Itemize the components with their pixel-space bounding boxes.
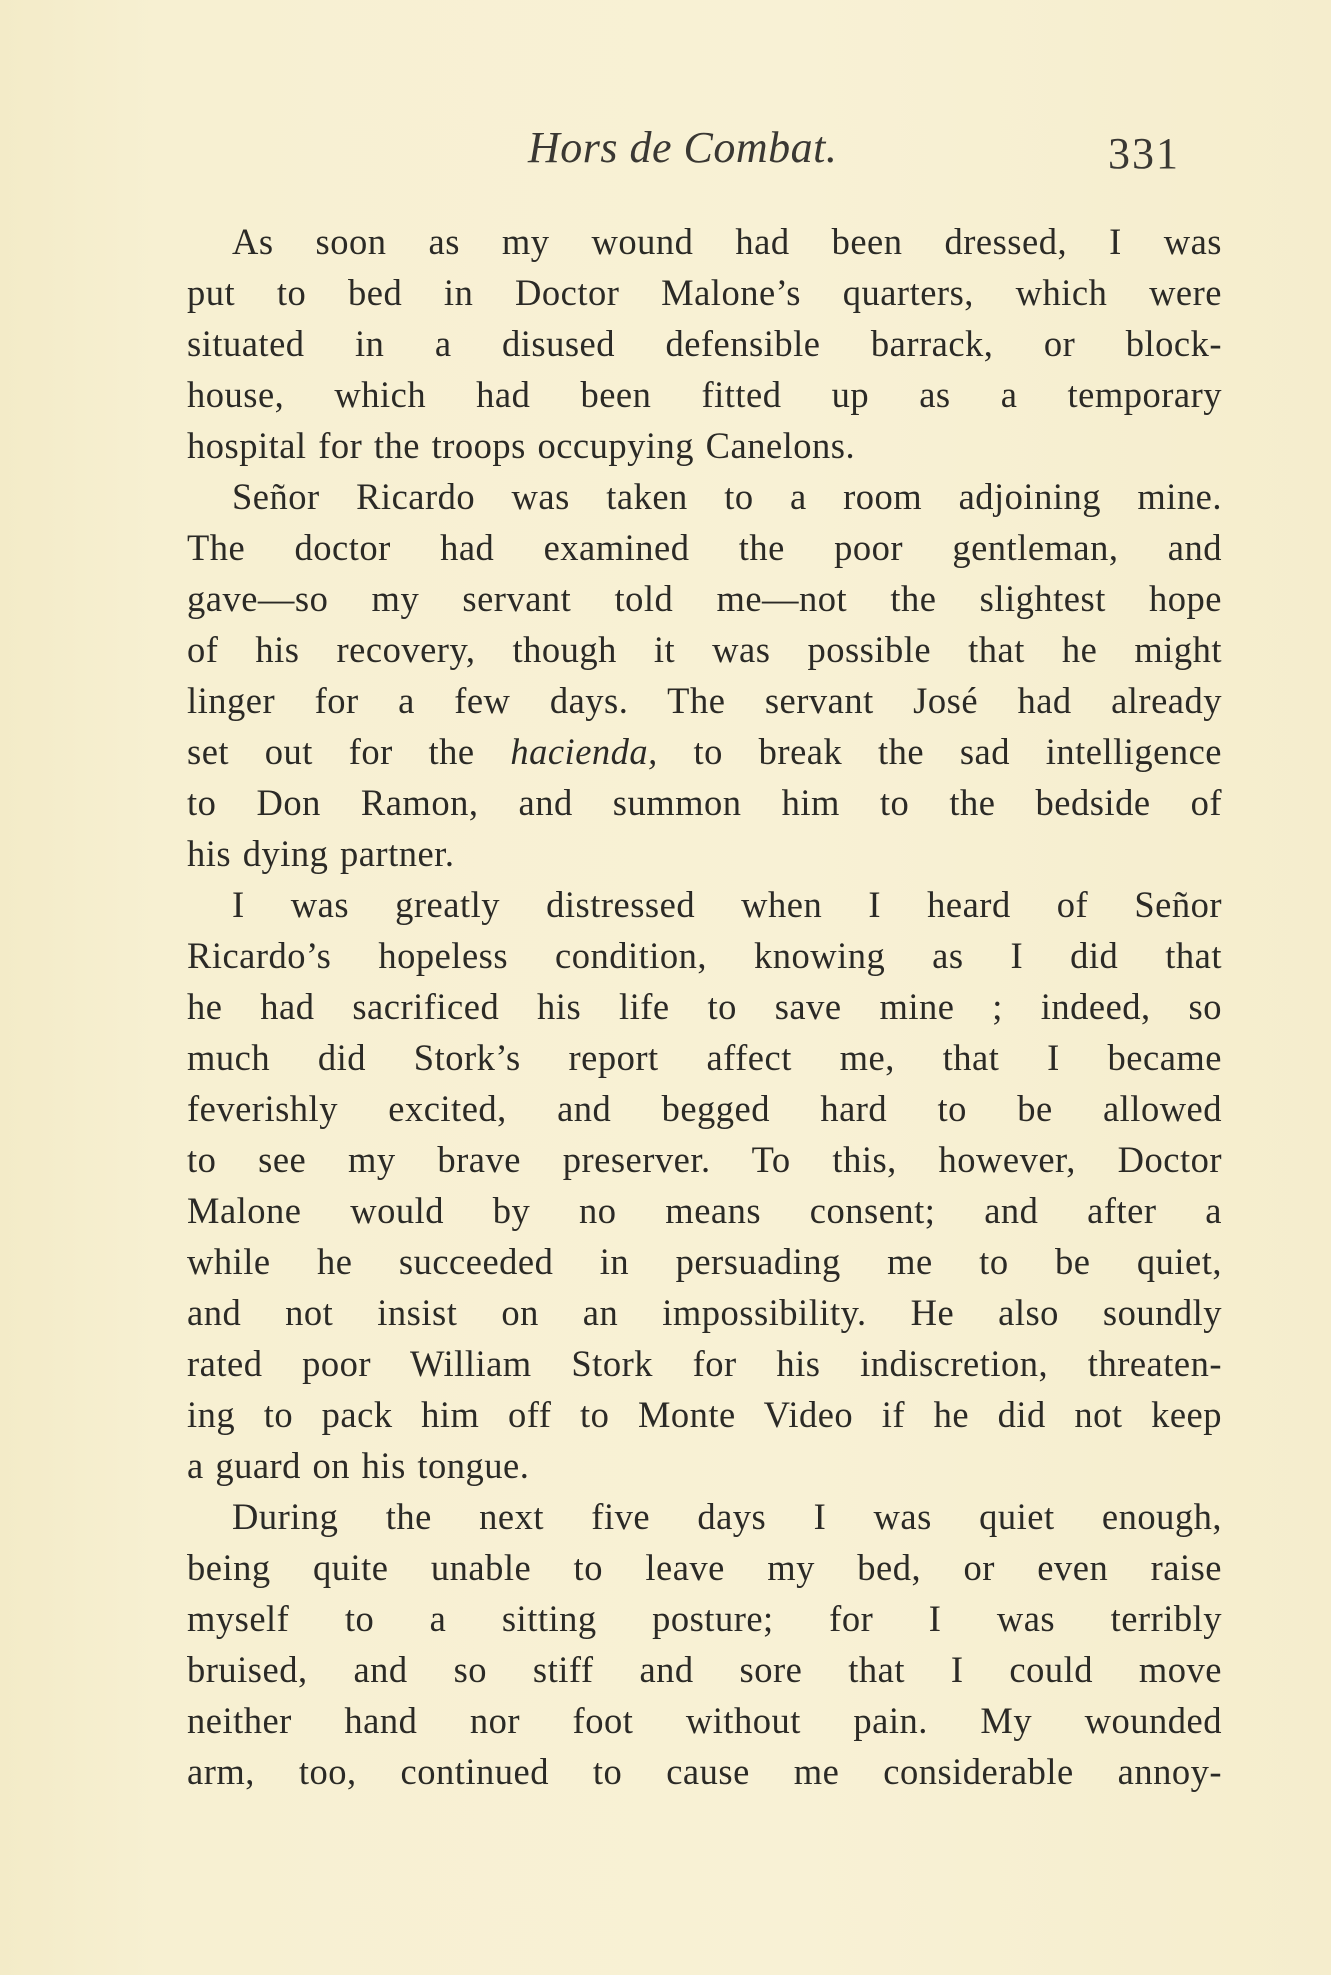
text-line: arm, too, continued to cause me considerable annoy- [187,1751,1222,1792]
text-line: During the next five days I was quiet enough, [232,1496,1222,1537]
text-line: Ricardo’s hopeless condition, knowing as I did that [187,935,1222,976]
text-line: situated in a disused defensible barrack, or block- [187,323,1222,364]
text-line: of his recovery, though it was possible that he might [187,629,1222,670]
text-line: linger for a few days. The servant José had already [187,680,1222,721]
text-line: put to bed in Doctor Malone’s quarters, which were [187,272,1222,313]
text-line: bruised, and so stiff and sore that I could move [187,1649,1222,1690]
text-line: while he succeeded in persuading me to be quiet, [187,1241,1222,1282]
text-line: ing to pack him off to Monte Video if he did not keep [187,1394,1222,1435]
text-line: to see my brave preserver. To this, however, Doctor [187,1139,1222,1180]
text-line: myself to a sitting posture; for I was terribly [187,1598,1222,1639]
text-line: he had sacrificed his life to save mine ; indeed, so [187,986,1222,1027]
text-line: to Don Ramon, and summon him to the bedside of [187,782,1222,823]
text-line: neither hand nor foot without pain. My wounded [187,1700,1222,1741]
page-number: 331 [1108,129,1180,178]
text-line: As soon as my wound had been dressed, I was [232,221,1222,262]
text-line: gave—so my servant told me—not the slightest hope [187,578,1222,619]
text-line: I was greatly distressed when I heard of Señor [232,884,1222,925]
text-line: Malone would by no means consent; and after a [187,1190,1222,1231]
italic-word: hacienda, [510,731,658,772]
text-line: feverishly excited, and begged hard to be allowed [187,1088,1222,1129]
text-line-with-italic [187,726,1222,777]
body-text [187,216,1222,1797]
text-line: house, which had been fitted up as a temporary [187,374,1222,415]
text-span: set out for the [187,731,511,772]
text-line: a guard on his tongue. [187,1445,530,1486]
text-line: Señor Ricardo was taken to a room adjoining mine. [232,476,1222,517]
text-span: to break the sad intelligence [657,731,1222,772]
text-line: hospital for the troops occupying Canelons. [187,425,856,466]
text-line: and not insist on an impossibility. He also soundly [187,1292,1222,1333]
running-head: Hors de Combat. [528,123,838,172]
text-line: his dying partner. [187,833,455,874]
text-line: The doctor had examined the poor gentleman, and [187,527,1222,568]
text-line: being quite unable to leave my bed, or even raise [187,1547,1222,1588]
text-line: rated poor William Stork for his indiscretion, threaten- [187,1343,1222,1384]
text-line: much did Stork’s report affect me, that I became [187,1037,1222,1078]
